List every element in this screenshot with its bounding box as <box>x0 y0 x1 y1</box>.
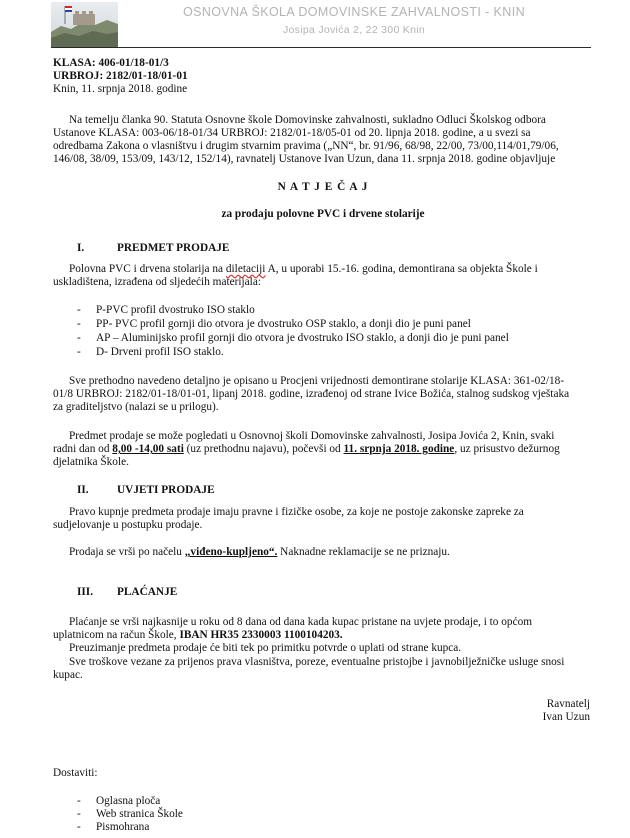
list-dash: - <box>77 318 81 330</box>
section-1-paragraph-1-line-2: uskladištena, izrađena od sljedećih materijala: <box>53 276 261 288</box>
section-2-paragraph-1-line-1: Pravo kupnje predmeta prodaje imaju pravne i fizičke osobe, za koje ne postoje zakonske zapreke za <box>69 506 524 518</box>
distribution-item-1: Oglasna ploča <box>96 795 161 807</box>
distribution-item-3: Pismohrana <box>96 821 150 833</box>
section-1-paragraph-3-line-3: djelatnika Škole. <box>53 456 129 468</box>
list-dash: - <box>77 332 81 344</box>
list-dash: - <box>77 821 81 833</box>
list-dash: - <box>77 795 81 807</box>
section-1-number: I. <box>77 242 85 254</box>
section-3-paragraph-3-line-2: kupac. <box>53 669 83 681</box>
section-2-title: UVJETI PRODAJE <box>117 484 215 496</box>
material-item-3: AP – Aluminijsko profil gornji dio otvora je dvostruko ISO staklo, a donji dio je puni panel <box>96 332 509 344</box>
section-1-paragraph-3-line-1: Predmet prodaje se može pogledati u Osnovnoj školi Domovinske zahvalnosti, Josipa Jovića 2, Knin, svaki <box>69 430 555 442</box>
section-1-paragraph-3-line-2: radni dan od 8,00 -14,00 sati (uz prethodnu najavu), počevši od 11. srpnja 2018. godine, uz prisustvo dežurnog <box>53 443 560 455</box>
signature-role: Ravnatelj <box>546 698 590 710</box>
section-1-title: PREDMET PRODAJE <box>117 242 230 254</box>
list-dash: - <box>77 304 81 316</box>
intro-line-1: Na temelju članka 90. Statuta Osnovne škole Domovinske zahvalnosti, sukladno Odluci Školskog odbora <box>69 114 546 126</box>
section-2-paragraph-2: Prodaja se vrši po načelu „viđeno-kupljeno“. Naknadne reklamacije se ne priznaju. <box>69 546 450 558</box>
section-1-paragraph-2-line-3: za graditeljstvo (nalazi se u prilogu). <box>53 401 219 413</box>
section-3-title: PLAĆANJE <box>117 586 178 598</box>
section-1-paragraph-2-line-1: Sve prethodno navedeno detaljno je opisano u Procjeni vrijednosti demontirane stolarije KLASA: 361-02/18- <box>69 375 565 387</box>
header-divider <box>51 47 591 48</box>
section-2-paragraph-1-line-2: sudjelovanje u postupku prodaje. <box>53 519 203 531</box>
intro-line-3: odredbama Zakona o vlasništvu i drugim stvarnim pravima („NN“, br. 91/96, 68/98, 22/00, 73/00,114/01,79/06, <box>53 140 559 152</box>
signature-name: Ivan Uzun <box>542 711 590 723</box>
place-date: Knin, 11. srpnja 2018. godine <box>53 83 188 95</box>
section-2-number: II. <box>77 484 89 496</box>
material-item-4: D- Drveni profil ISO staklo. <box>96 346 224 358</box>
school-address: Josipa Jovića 2, 22 300 Knin <box>282 24 426 36</box>
material-item-1: P-PVC profil dvostruko ISO staklo <box>96 304 255 316</box>
section-3-paragraph-1-line-1: Plaćanje se vrši najkasnije u roku od 8 dana od dana kada kupac pristane na uvjete prodaje, i to općom <box>69 616 533 628</box>
section-1-paragraph-2-line-2: 01/8 URBROJ: 2182/01-18/01-01, lipanj 2018. godine, izrađenoj od strane Ivice Božića, stalnog sudskog vještaka <box>53 388 570 400</box>
section-1-paragraph-1-line-1: Polovna PVC i drvena stolarija na diletaciji A, u uporabi 15.-16. godina, demontirana sa objekta Škole i <box>69 263 538 275</box>
list-dash: - <box>77 808 81 820</box>
section-3-paragraph-1-line-2: uplatnicom na račun Škole, IBAN HR35 2330003 1100104203. <box>53 629 343 641</box>
intro-line-4: 146/08, 38/09, 153/09, 143/12, 152/14), ravnatelj Ustanove Ivan Uzun, dana 11. srpnja 2018. godine objavljuje <box>53 153 556 165</box>
urbroj: URBROJ: 2182/01-18/01-01 <box>53 70 188 82</box>
distribution-label: Dostaviti: <box>53 767 98 779</box>
klasa: KLASA: 406-01/18-01/3 <box>53 57 169 69</box>
school-logo-photo <box>51 2 118 48</box>
intro-line-2: Ustanove KLASA: 003-06/18-01/34 URBROJ: 2182/01-18/05-01 od 20. lipnja 2018. godine, a u svezi sa <box>53 127 531 139</box>
school-name: OSNOVNA ŠKOLA DOMOVINSKE ZAHVALNOSTI - KNIN <box>182 5 526 19</box>
list-dash: - <box>77 346 81 358</box>
material-item-2: PP- PVC profil gornji dio otvora je dvostruko OSP staklo, a donji dio je puni panel <box>96 318 471 330</box>
document-title: N A T J E Č A J <box>277 181 369 193</box>
section-3-paragraph-3-line-1: Sve troškove vezane za prijenos prava vlasništva, poreze, eventualne pristojbe i javnobilježničke usluge snosi <box>69 656 565 668</box>
document-subtitle: za prodaju polovne PVC i drvene stolarije <box>221 208 425 220</box>
distribution-item-2: Web stranica Škole <box>96 808 183 820</box>
section-3-number: III. <box>77 586 94 598</box>
section-3-paragraph-2: Preuzimanje predmeta prodaje će biti tek po primitku potvrde o uplati od strane kupca. <box>69 642 462 654</box>
